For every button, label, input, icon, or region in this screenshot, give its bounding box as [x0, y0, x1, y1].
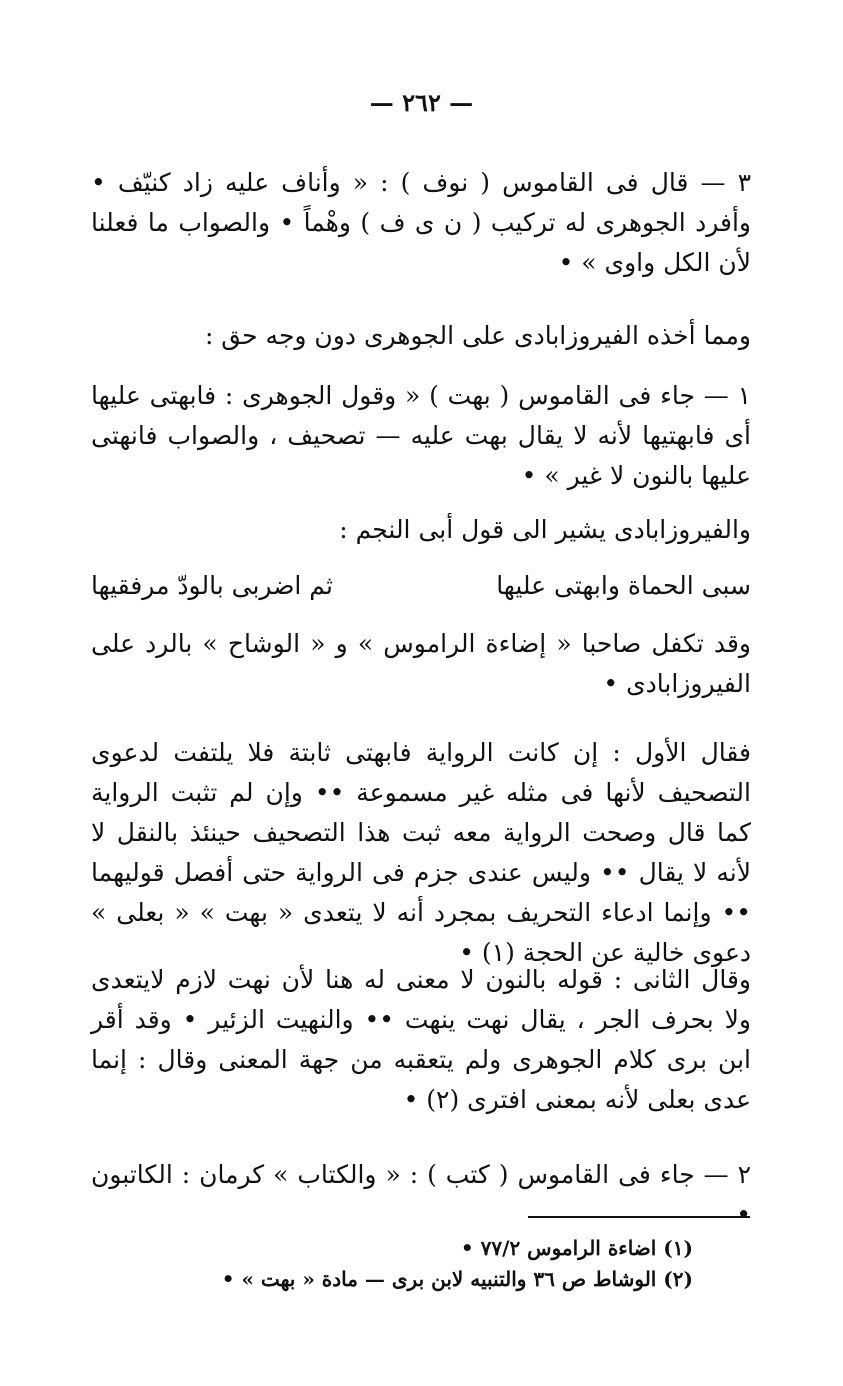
poetry-verse [91, 566, 751, 606]
verse-second-hemistich: ثم اضربى بالودّ مرفقيها [91, 571, 333, 600]
paragraph-kataba: ٢ — جاء فى القاموس ( كتب ) : « والكتاب » كرمان : الكاتبون • [91, 1160, 751, 1229]
footnote-1: (١) اضاءة الراموس ٧٧/٢ • [460, 1236, 693, 1260]
paragraph-bahata: ١ — جاء فى القاموس ( بهت ) « وقول الجوهرى : فابهتى عليها أى فابهتيها لأنه لا يقال بهت عليه — تصحيف ، والصواب فانهتى عليها بالنون لا غير » • [91, 381, 751, 490]
footnote-divider [528, 1216, 750, 1218]
paragraph-intro-criticism: ومما أخذه الفيروزابادى على الجوهرى دون وجه حق : [204, 321, 751, 350]
paragraph-two-commentaries: وقد تكفل صاحبا « إضاءة الراموس » و « الوشاح » بالرد على الفيروزابادى • [91, 629, 751, 698]
footnote-2: (٢) الوشاط ص ٣٦ والتنبيه لابن برى — مادة « بهت » • [221, 1267, 693, 1291]
page-number: — ٢٦٢ — [369, 88, 474, 117]
paragraph-naf: ٣ — قال فى القاموس ( نوف ) : « وأناف عليه زاد كنيّف • وأفرد الجوهرى له تركيب ( ن ى ف ) وهْماً • والصواب ما فعلنا لأن الكل واوى » • [91, 168, 751, 277]
paragraph-abi-najm: والفيروزابادى يشير الى قول أبى النجم : [339, 515, 751, 544]
verse-first-hemistich: سبى الحماة وابهتى عليها [496, 571, 751, 600]
paragraph-first-reply: فقال الأول : إن كانت الرواية فابهتى ثابتة فلا يلتفت لدعوى التصحيف لأنها فى مثله غير مسموعة •• وإن لم تثبت الرواية كما قال وصحت الرواية معه ثبت هذا التصحيف حينئذ بالنقل لا لأنه لا يقال •• وليس عندى جزم فى الرواية حتى أفصل قوليهما •• وإنما ادعاء التحريف بمجرد أنه لا يتعدى « بهت » « بعلى » دعوى خالية عن الحجة (١) • [91, 738, 751, 967]
paragraph-second-reply: وقال الثانى : قوله بالنون لا معنى له هنا لأن نهت لازم لايتعدى ولا بحرف الجر ، يقال نهت ينهت •• والنهيت الزئير • وقد أقر ابن برى كلام الجوهرى ولم يتعقبه من جهة المعنى وقال : إنما عدى بعلى لأنه بمعنى افترى (٢) • [91, 965, 751, 1114]
